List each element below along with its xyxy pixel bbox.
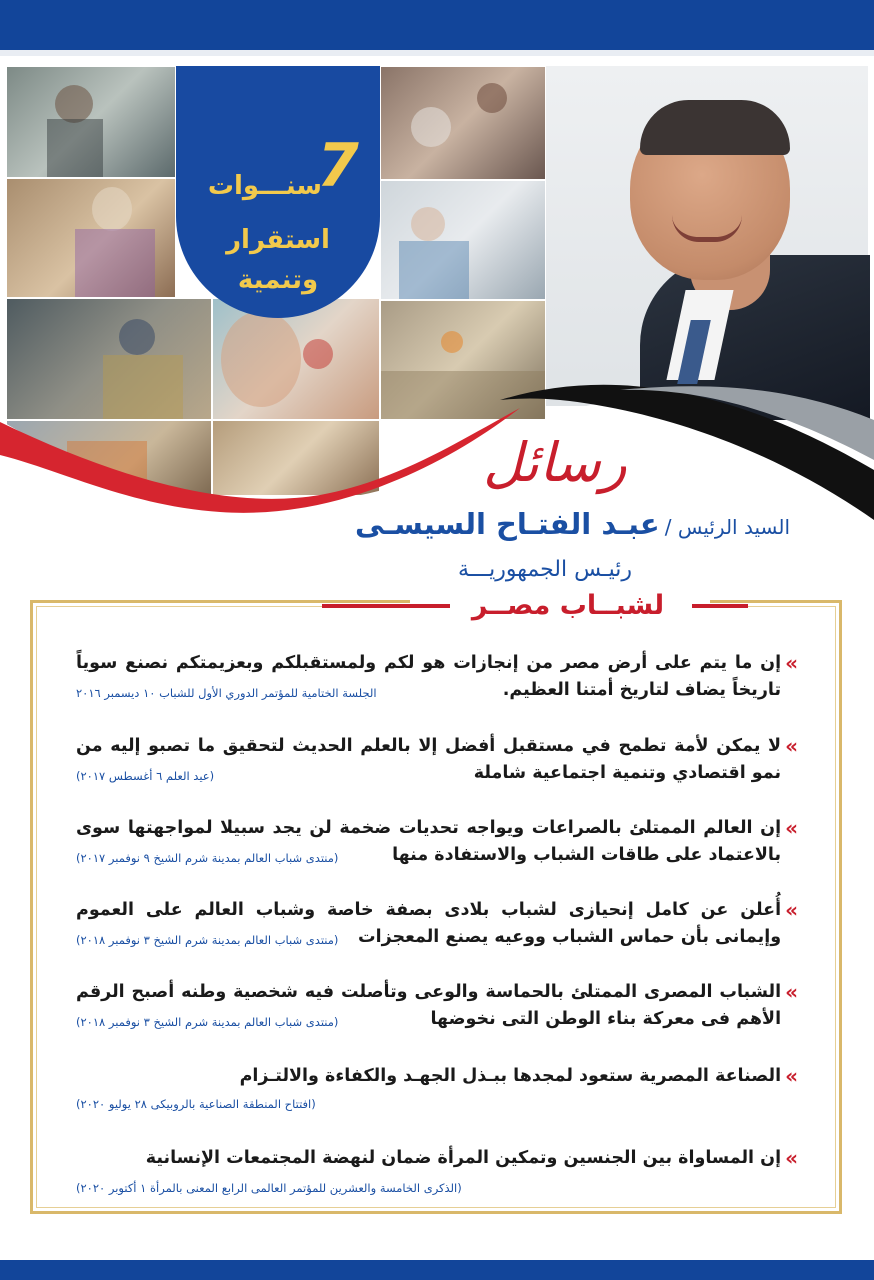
addressee-title: لشبــاب مصــر (471, 590, 665, 621)
quote-text: أُعلن عن كامل إنحيازى لشباب بلادى بصفة خاصة وشباب العالم على العموم وإيمانى بأن حماس الشباب ووعيه يصنع المعجزات (76, 900, 782, 947)
quote-bullet-icon: » (785, 1146, 798, 1170)
badge-number: 7 (317, 131, 359, 201)
quote-item (76, 1145, 798, 1195)
messages-logo: رسائل (483, 431, 627, 494)
top-bar-divider (0, 50, 874, 56)
quote-source: الجلسة الختامية للمؤتمر الدوري الأول للشباب ١٠ ديسمبر ٢٠١٦ (76, 686, 377, 700)
quote-source: (عيد العلم ٦ أغسطس ٢٠١٧) (76, 769, 215, 783)
president-prefix: السيد الرئيس / (664, 515, 790, 539)
quote-item (76, 979, 798, 1033)
quote-item (76, 733, 798, 787)
quote-source: (منتدى شباب العالم بمدينة شرم الشيخ ٣ نوفمبر ٢٠١٨) (76, 1015, 339, 1029)
top-blue-bar (0, 0, 874, 50)
bottom-blue-bar (0, 1260, 874, 1280)
quote-text: إن ما يتم على أرض مصر من إنجازات هو لكم ولمستقبلكم وبعزيمتكم نصنع سوياً تاريخاً يضاف لتاريخ أمتنا العظيم. (76, 653, 782, 700)
quote-source: (منتدى شباب العالم بمدينة شرم الشيخ ٩ نوفمبر ٢٠١٧) (76, 851, 339, 865)
quote-item (76, 650, 798, 704)
president-role: رئيـس الجمهوريـــة (458, 557, 632, 582)
photo-woman-weaving (6, 178, 176, 298)
quote-source: (الذكرى الخامسة والعشرين للمؤتمر العالمى الرابع المعنى بالمرأة ١ أكتوبر ٢٠٢٠) (76, 1181, 462, 1195)
quote-text: الصناعة المصرية ستعود لمجدها ببـذل الجهـد والكفاءة والالتـزام (239, 1066, 782, 1086)
photo-women-working (380, 66, 546, 180)
photo-lab-workers (380, 180, 546, 300)
quote-text: إن المساواة بين الجنسين وتمكين المرأة ضمان لنهضة المجتمعات الإنسانية (145, 1148, 782, 1168)
president-line (330, 507, 790, 551)
quote-bullet-icon: » (785, 980, 798, 1004)
quote-item (76, 1063, 798, 1113)
quote-text: لا يمكن لأمة تطمح في مستقبل أفضل إلا بالعلم الحديث لتحقيق ما تصبو إليه من نمو اقتصادي وتنمية اجتماعية شاملة (76, 736, 782, 783)
quote-source: (منتدى شباب العالم بمدينة شرم الشيخ ٣ نوفمبر ٢٠١٨) (76, 933, 339, 947)
quote-item (76, 815, 798, 869)
portrait-hair (640, 100, 790, 155)
quote-bullet-icon: » (785, 734, 798, 758)
badge-years-label: سنـــوات (207, 171, 322, 201)
addressee-rule-left (322, 604, 450, 608)
quote-source: (افتتاح المنطقة الصناعية بالروبيكى ٢٨ يوليو ٢٠٢٠) (76, 1097, 316, 1111)
photo-factory-worker (6, 66, 176, 178)
president-name: عبـد الفتـاح السيسـى (354, 507, 660, 541)
addressee-rule-right (692, 604, 748, 608)
quote-bullet-icon: » (785, 1064, 798, 1088)
quote-text: الشباب المصرى الممتلئ بالحماسة والوعى وتأصلت فيه شخصية وطنه أصبح الرقم الأهم فى معركة بناء الوطن التى نخوضها (76, 982, 782, 1029)
quote-bullet-icon: » (785, 816, 798, 840)
quote-item (76, 897, 798, 951)
quote-bullet-icon: » (785, 898, 798, 922)
quote-text: إن العالم الممتلئ بالصراعات ويواجه تحديات ضخمة لن يجد سبيلا لمواجهتها سوى بالاعتماد على طاقات الشباب والاستفادة منها (76, 818, 782, 865)
quote-bullet-icon: » (785, 651, 798, 675)
badge-slogan: استقرار وتنمية (226, 225, 330, 295)
